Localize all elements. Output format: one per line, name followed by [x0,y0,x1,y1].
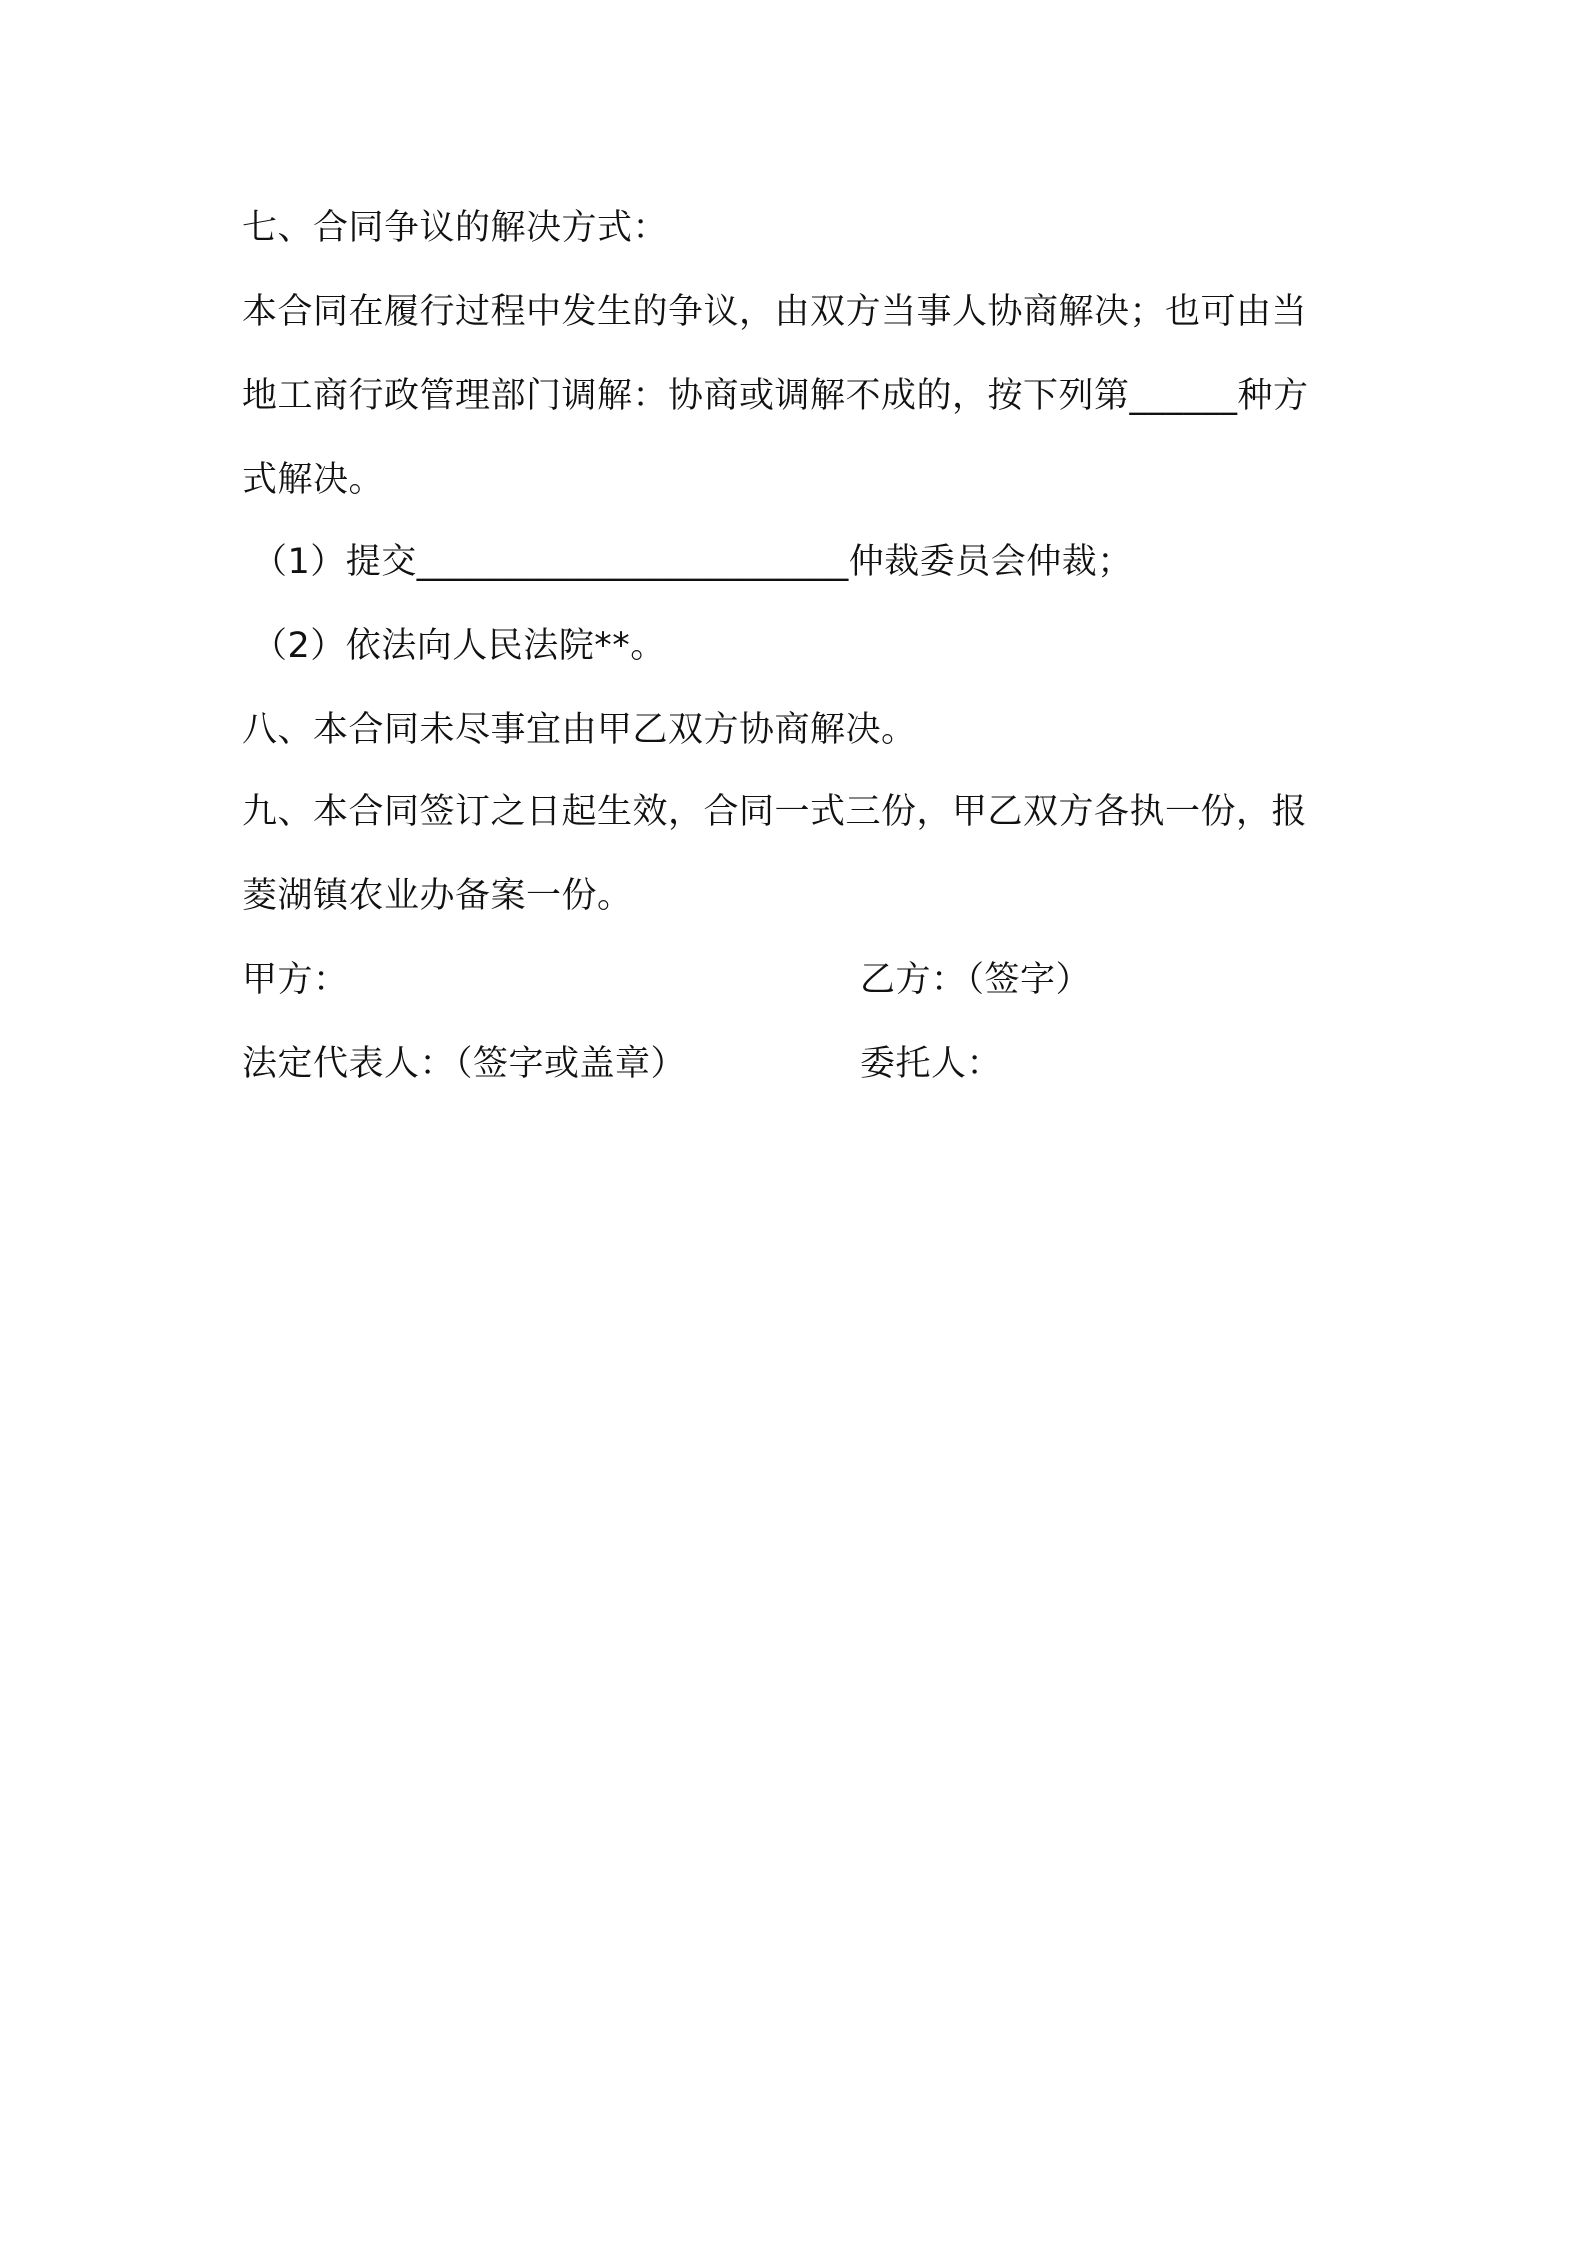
party-a-label: 甲方： [242,960,349,1000]
section-9-line-1: 九、本合同签订之日起生效，合同一式三份，甲乙双方各执一份，报 [242,792,1308,832]
section-7-option-1: （1）提交________________________仲裁委员会仲裁； [252,542,1133,582]
section-7-paragraph-line-3: 式解决。 [242,460,385,500]
section-9-line-2: 菱湖镇农业办备案一份。 [242,876,633,916]
section-7-heading: 七、合同争议的解决方式： [242,208,669,248]
party-b-label: 乙方：（签字） [860,960,1092,1000]
legal-representative-label: 法定代表人：（签字或盖章） [242,1044,687,1084]
section-7-paragraph-line-2: 地工商行政管理部门调解：协商或调解不成的，按下列第______种方 [242,376,1309,416]
section-7-paragraph-line-1: 本合同在履行过程中发生的争议，由双方当事人协商解决；也可由当 [242,292,1308,332]
agent-label: 委托人： [860,1044,1003,1084]
section-7-option-2: （2）依法向人民法院**。 [252,626,666,666]
section-8-text: 八、本合同未尽事宜由甲乙双方协商解决。 [242,710,917,750]
